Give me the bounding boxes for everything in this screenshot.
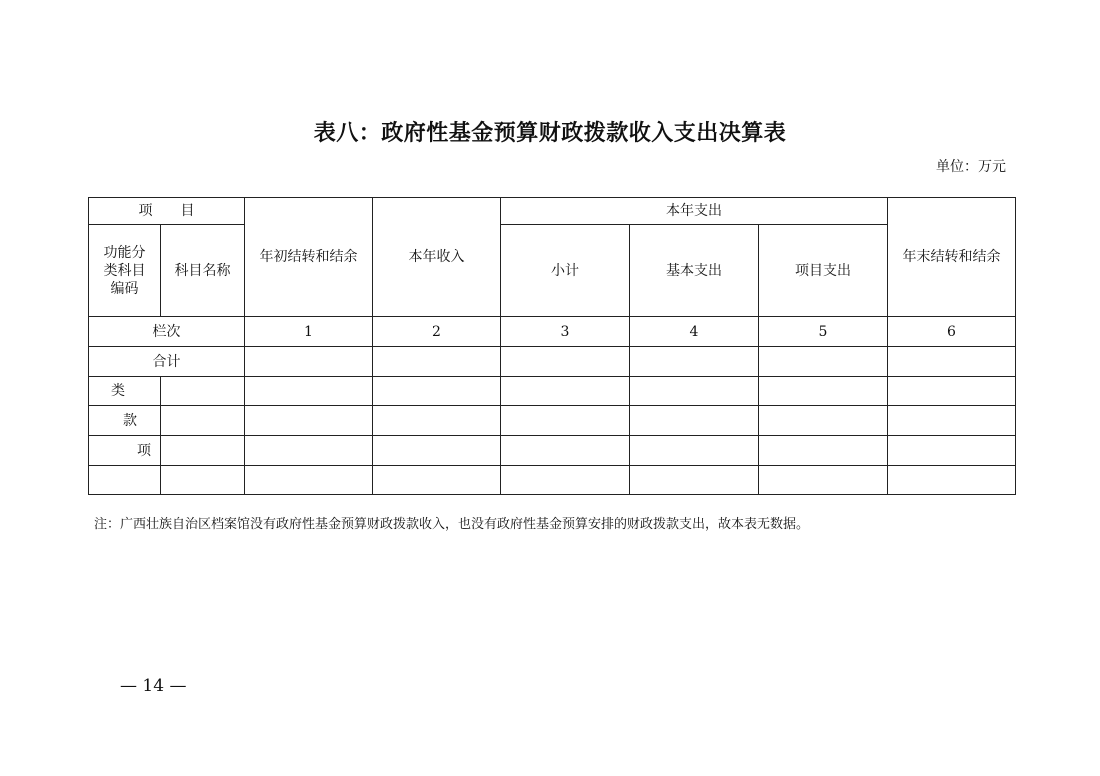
table-cell [373,377,501,406]
table-cell [245,377,373,406]
table-cell [373,347,501,377]
column-number: 4 [630,317,759,347]
table-cell [501,377,630,406]
table-cell [245,436,373,466]
header-func-code-line: 功能分 [103,244,146,261]
table-cell [89,466,161,495]
table-cell [630,347,759,377]
column-index-row [89,317,1016,347]
header-current-income: 本年收入 [373,198,501,317]
table-cell [630,466,759,495]
table-row-total [89,347,1016,377]
table-cell [501,466,630,495]
table-cell [245,347,373,377]
table-cell [161,406,245,436]
table-cell [630,406,759,436]
column-number: 6 [888,317,1016,347]
table-cell [630,377,759,406]
table-cell [888,347,1016,377]
header-item: 项 目 [89,198,245,225]
column-number: 1 [245,317,373,347]
column-number: 5 [759,317,888,347]
header-opening-balance: 年初结转和结余 [245,198,373,317]
header-subtotal: 小计 [501,225,630,317]
table-note: 注：广西壮族自治区档案馆没有政府性基金预算财政拨款收入，也没有政府性基金预算安排的财政拨款支出，故本表无数据。 [94,517,810,532]
table-cell [161,436,245,466]
table-cell [630,436,759,466]
table-cell [759,406,888,436]
table-cell [759,377,888,406]
header-func-code-line: 类科目 [103,262,146,279]
table-cell [161,377,245,406]
header-project-expense: 项目支出 [759,225,888,317]
table-cell [888,377,1016,406]
table-cell [888,466,1016,495]
table-cell [888,436,1016,466]
table-cell [373,466,501,495]
document-title: 表八：政府性基金预算财政拨款收入支出决算表 [313,120,787,146]
table-row [89,406,1016,436]
header-current-expense: 本年支出 [501,198,888,225]
table-cell [759,466,888,495]
table-row [89,466,1016,495]
column-number: 3 [501,317,630,347]
table-cell [245,466,373,495]
table-cell [501,436,630,466]
header-basic-expense: 基本支出 [630,225,759,317]
row-label-kuan: 款 [89,406,161,436]
budget-table [88,197,1016,495]
table-cell [759,436,888,466]
header-closing-balance: 年末结转和结余 [888,198,1016,317]
table-cell [373,436,501,466]
table-cell [759,347,888,377]
table-cell [161,466,245,495]
total-label: 合计 [89,347,245,377]
unit-label: 单位：万元 [936,159,1006,175]
page-number: — 14 — [120,676,187,696]
column-number: 2 [373,317,501,347]
table-cell [373,406,501,436]
table-cell [245,406,373,436]
header-func-code-line: 编码 [110,280,139,297]
table-row [89,377,1016,406]
table-cell [501,347,630,377]
column-index-label: 栏次 [89,317,245,347]
table-row [89,436,1016,466]
table-cell [888,406,1016,436]
table-cell [501,406,630,436]
row-label-xiang: 项 [89,436,161,466]
header-func-code [89,225,161,317]
row-label-lei: 类 [89,377,161,406]
header-subject-name: 科目名称 [161,225,245,317]
